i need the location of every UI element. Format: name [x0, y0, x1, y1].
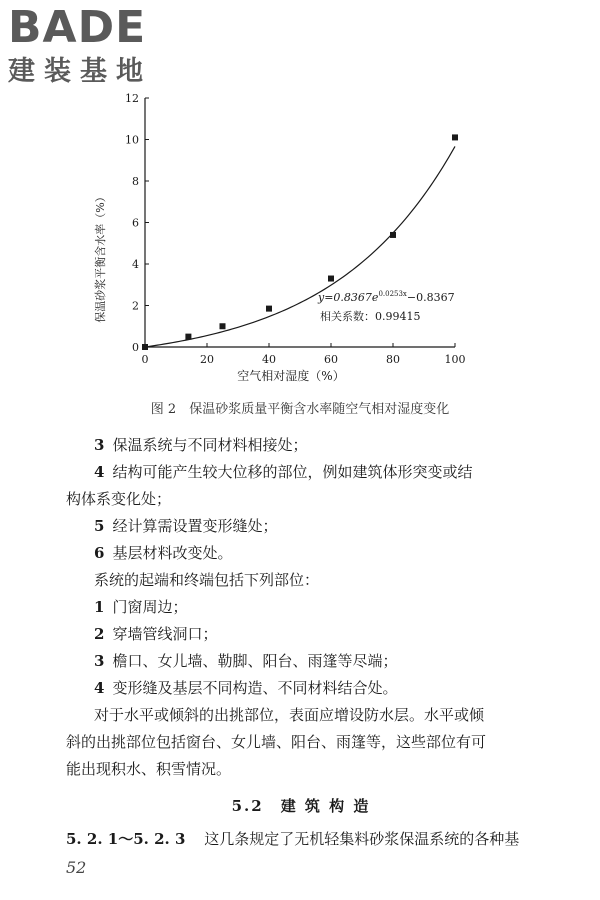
figure-caption: 图 2 保温砂浆质量平衡含水率随空气相对湿度变化	[150, 402, 450, 417]
y-tick-label: 6	[132, 216, 139, 230]
list-item: 3 檐口、女儿墙、勒脚、阳台、雨篷等尽端；	[94, 652, 398, 670]
x-tick-label: 100	[444, 353, 466, 366]
paragraph-line: 能出现积水、积雪情况。	[66, 760, 232, 778]
data-point	[390, 232, 396, 238]
paragraph-line: 对于水平或倾斜的出挑部位，表面应增设防水层。水平或倾	[94, 706, 485, 724]
clause-number: 5. 2. 1～5. 2. 3	[66, 830, 186, 848]
fit-equation: $y=0.8367e^{0.0253x}-0.8367$	[318, 290, 455, 304]
correlation-label: 相关系数：0.99415	[320, 310, 421, 323]
y-tick-label: 10	[125, 133, 139, 147]
data-point	[452, 134, 458, 140]
data-point	[142, 344, 148, 350]
data-point	[266, 306, 272, 312]
y-axis-label: 保温砂浆平衡含水率（%）	[94, 191, 107, 323]
list-item: 4 变形缝及基层不同构造、不同材料结合处。	[94, 679, 398, 697]
body-text	[66, 432, 536, 853]
list-item: 5 经计算需设置变形缝处；	[94, 517, 278, 535]
logo-wordmark: BADE	[8, 2, 147, 53]
list-item: 2 穿墙管线洞口；	[94, 625, 218, 643]
y-tick-label: 12	[125, 92, 139, 105]
section-heading: 5.2 建 筑 构 造	[231, 797, 371, 815]
list-item: 1 门窗周边；	[94, 598, 188, 616]
x-tick-label: 0	[141, 353, 149, 366]
paragraph-line: 斜的出挑部位包括窗台、女儿墙、阳台、雨篷等，这些部位有可	[66, 733, 487, 751]
list-item: 6 基层材料改变处。	[94, 544, 233, 562]
data-point	[328, 276, 334, 282]
data-point	[185, 334, 191, 340]
list-item-continuation: 构体系变化处；	[66, 490, 172, 508]
clause-text: 这几条规定了无机轻集料砂浆保温系统的各种基	[204, 830, 520, 848]
y-tick-label: 8	[132, 175, 139, 188]
x-axis-label: 空气相对湿度（%）	[237, 369, 345, 383]
data-point	[220, 323, 226, 329]
x-tick-label: 40	[262, 353, 276, 366]
list-item: 4 结构可能产生较大位移的部位，例如建筑体形突变或结	[94, 463, 473, 481]
bade-logo	[8, 4, 178, 94]
intro-line: 系统的起端和终端包括下列部位：	[94, 571, 320, 589]
y-tick-label: 4	[132, 258, 139, 271]
page-number: 52	[66, 858, 87, 877]
clause-line	[0, 826, 536, 853]
logo-chinese-name: 建装基地	[8, 56, 152, 87]
humidity-moisture-chart	[0, 90, 600, 390]
x-tick-label: 80	[386, 353, 400, 366]
y-tick-label: 2	[132, 299, 139, 313]
list-item: 3 保温系统与不同材料相接处；	[94, 436, 308, 454]
x-tick-label: 20	[200, 353, 214, 366]
y-tick-label: 0	[132, 341, 139, 354]
x-tick-label: 60	[324, 353, 338, 366]
